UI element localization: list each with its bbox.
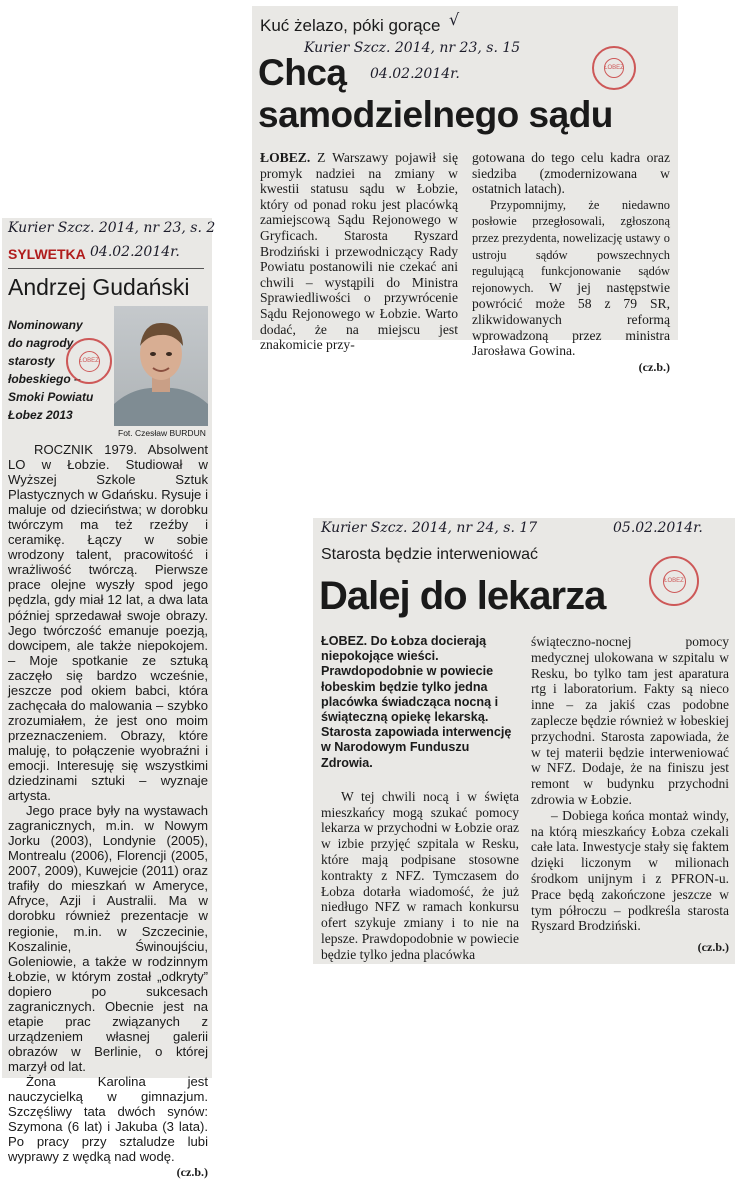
article-kicker: Kuć żelazo, póki gorące <box>260 16 441 35</box>
photo-credit: Fot. Czesław BURDUN <box>118 428 206 438</box>
paragraph: świąteczno-nocnej pomocy medycznej ulokowana w szpitalu w Resku, bo tylko tam jest aparatura rtg i laboratorium. Fakty są nieco inne – za jakiś czas podobne zaplecze będzie również w łobeskiej przychodni. Starosta zapowiada, że w tej materii będzie interweniować w NFZ. Dodaje, że na finiszu jest remont w budynku przychodni zdrowia w Łobzie. <box>531 634 729 807</box>
article-column-2 <box>531 634 729 956</box>
handwritten-date-note: 04.02.2014r. <box>370 66 460 82</box>
dateline: ŁOBEZ. <box>260 150 311 165</box>
paragraph-condensed: Przypomnijmy, że niedawno posłowie przegłosowali, zgłoszoną przez prezydenta, nowelizację ustawy o ustroju sądów powszechnych regulującą funkcjonowanie sądów rejonowych. <box>472 197 670 295</box>
article-column-1 <box>321 634 519 963</box>
paragraph: Żona Karolina jest nauczycielką w gimnazjum. Szczęśliwy tata dwóch synów: Szymona (6 lat) i Jakuba (3 lata). Po pracy przy sztaludze lubi wyprawy z wędką nad wodę. <box>8 1073 208 1165</box>
library-stamp-icon: ŁOBEZ <box>66 338 112 384</box>
profile-body <box>8 442 208 1180</box>
article-column-1 <box>260 150 458 353</box>
column-text: Z Warszawy pojawił się promyk nadziei na zmiany w kwestii statusu sądu w Łobzie, który od ponad roku jest placówką zamiejscową Sądu Rejonowego w Gryficach. Starosta Ryszard Brodziński i przewodniczący Rady Powiatu postanowili nie czekać ani chwili – wystąpili do Ministra Sprawiedliwości o przywrócenie Sądu Rejonowego w Łobzie. Warto dodać, że na miejscu jest znakomicie przy- <box>260 150 458 353</box>
person-name: Andrzej Gudański <box>8 274 190 300</box>
article-headline: Dalej do lekarza <box>319 574 606 618</box>
paragraph: – Dobiega końca montaż windy, na którą mieszkańcy Łobza czekali całe lata. Inwestycje stały się faktem dzięki liczonym w milionach środkom unijnym i z PFRON-u. Prace będą zakończone jeszcze w tym półroczu – podkreśla starosta Ryszard Brodziński. <box>531 807 729 934</box>
paragraph: ROCZNIK 1979. Absolwent LO w Łobzie. Studiował w Wyższej Szkole Sztuk Plastycznych w Gdańsku. Rysuje i maluje od dzieciństwa; w dorobku twórczym ma też rzeźby i ceramikę. Łączy w sobie wrodzony talent, pracowitość i wrażliwość twórczą. Pierwsze prace olejne wyszły spod jego pędzla, gdy miał 12 lat, a dwa lata później sprzedawał swoje obrazy. Jego twórczość emanuje poezją, dowcipem, ale także niepokojem. – Moje spotkanie ze sztuką zaczęło się bardzo wcześnie, jeszcze pod okiem babci, która zachęcała do malowania – szybko zrozumiałem, że jest ono moim przeznaczeniem. Obrazy, które maluję, to połączenie wyobraźni i emocji. Interesuję się wszystkimi dziedzinami sztuki – wyznaje artysta. <box>8 442 208 804</box>
article-headline <box>258 52 613 136</box>
handwritten-source-note: Kurier Szcz. 2014, nr 24, s. 17 <box>321 520 538 536</box>
clipping-court-article <box>252 6 678 374</box>
clipping-profile-article <box>2 218 216 1180</box>
paragraph: W tej chwili nocą i w święta mieszkańcy mogą szukać pomocy lekarza w przychodni w Łobzie oraz w izbie przyjęć szpitala w Resku, które mają podpisane stosowne kontrakty z NFZ. Tymczasem do Łobza dotarła wiadomość, że już niedługo NFZ w ramach konkursu ofert szykuje zmiany i to nie na lepsze. Prawdopodobnie w powiecie będzie tylko jedna placówka <box>321 788 519 962</box>
paragraph-text: W jej następstwie powrócić może 58 z 79 SR, zlikwidowanych reformą wprowadzoną przez ministra Jarosława Gowina. <box>472 279 670 359</box>
author-signature: (cz.b.) <box>697 940 729 955</box>
handwritten-date-note: 04.02.2014r. <box>90 244 180 260</box>
author-signature: (cz.b.) <box>638 359 670 374</box>
portrait-photo <box>114 306 208 426</box>
paragraph <box>472 197 670 359</box>
article-body <box>321 789 519 963</box>
paragraph: Jego prace były na wystawach zagranicznych, m.in. w Nowym Jorku (2003), Londynie (2005), Montrealu (2006), Florencji (2005, 2007, 2009), Kuwejcie (2011) oraz trafiły do mieszkań w Ameryce, Afryce, Azji i Australii. Ma w dorobku również prezentacje w regionie, m.in. w Szczecinie, Koszalinie, Świnoujściu, Goleniowie, a także w rodzinnym Łobzie, w którym został „odkryty” dopiero po sukcesach zagranicznych. Obecnie jest na etapie prac związanych z urządzeniem własnej galerii obrazów w Berlinie, o której marzył od lat. <box>8 803 208 1074</box>
section-kicker: SYLWETKA <box>8 246 86 262</box>
portrait-illustration <box>114 306 208 426</box>
headline-line-2: samodzielnego sądu <box>258 94 613 135</box>
handwritten-source-note: Kurier Szcz. 2014, nr 23, s. 15 <box>304 40 521 56</box>
library-stamp-icon: ŁOBEZ <box>592 46 636 90</box>
library-stamp-icon: ŁOBEZ <box>649 556 699 606</box>
nomination-caption: Nominowany do nagrody starosty łobeskiego – Smoki Powiatu Łobez 2013 <box>8 318 94 422</box>
clipping-doctor-article <box>313 518 735 964</box>
article-column-2 <box>472 150 670 375</box>
article-lead: ŁOBEZ. Do Łobza docierają niepokojące wieści. Prawdopodobnie w powiecie łobeskim będzie tylko jedna placówka świadcząca nocną i świąteczną opiekę lekarską. Starosta zapowiada interwencję w Narodowym Funduszu Zdrowia. <box>321 634 512 770</box>
handwritten-date-note: 05.02.2014r. <box>613 520 703 536</box>
handwritten-source-note: Kurier Szcz. 2014, nr 23, s. 2 <box>8 220 216 236</box>
handwritten-tick: √ <box>449 10 460 29</box>
paragraph: gotowana do tego celu kadra oraz siedziba (zmodernizowana w ostatnich latach). <box>472 150 670 197</box>
divider <box>8 268 204 269</box>
headline-line-1: Chcą <box>258 52 347 93</box>
article-kicker: Starosta będzie interweniować <box>321 546 539 563</box>
author-signature: (cz.b.) <box>176 1165 208 1180</box>
